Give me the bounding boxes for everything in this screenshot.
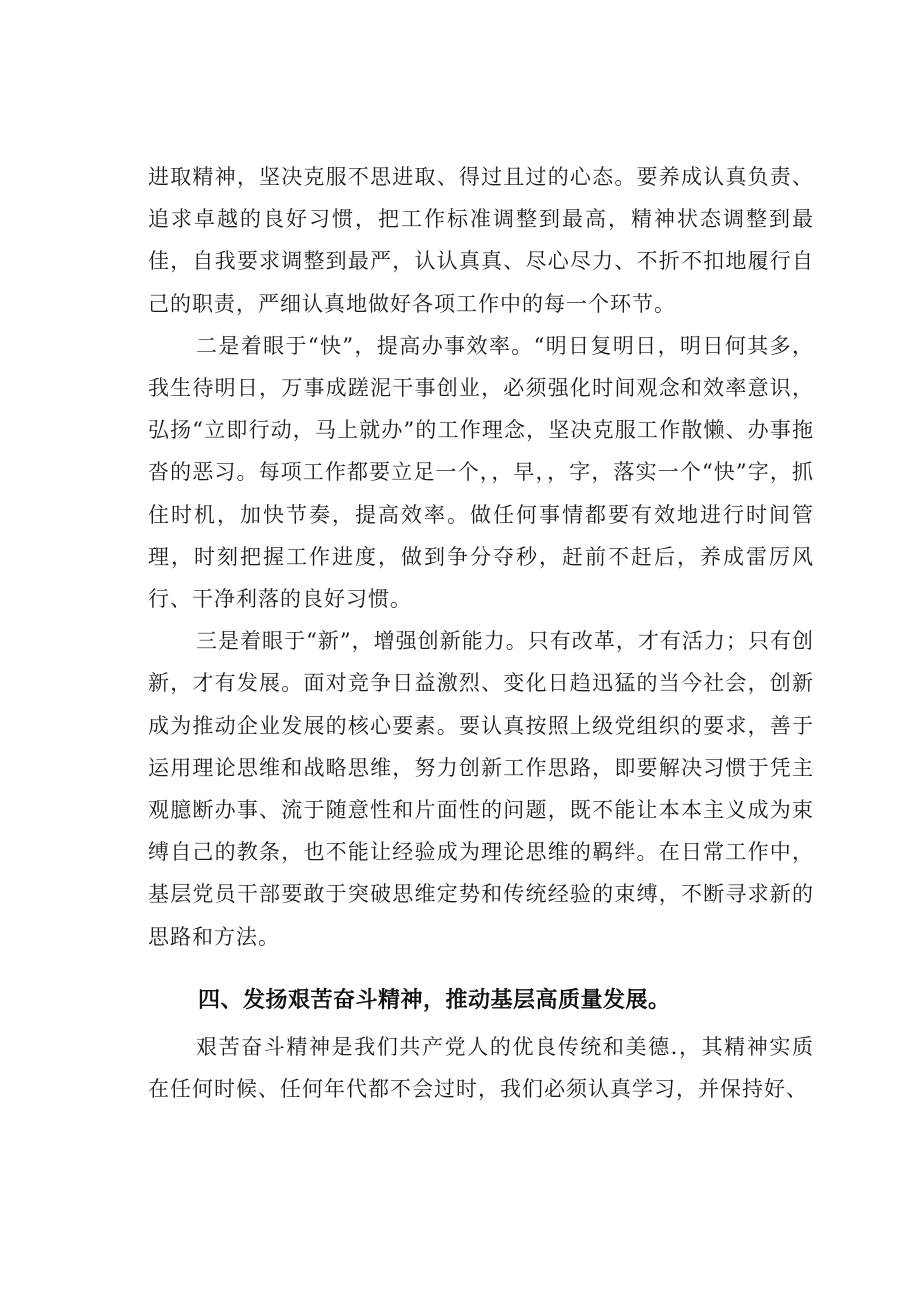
paragraph-hard-work: 艰苦奋斗精神是我们共产党人的优良传统和美德.，其精神实质在任何时候、任何年代都不会过时，我们必须认真学习，并保持好、 [148,1035,814,1102]
paragraph-speed: 二是着眼于“快”，提高办事效率。“明日复明日，明日何其多，我生待明日，万事成蹉泥干事创业，必须强化时间观念和效率意识，弘扬“立即行动，马上就办”的工作理念，坚决克服工作散懒、办事拖沓的恶习。每项工作都要立足一个，，早，，字，落实一个“快”字，抓住时机，加快节奏，提高效率。做任何事情都要有效地进行时间管理，时刻把握工作进度，做到争分夺秒，赶前不赶后，养成雷厉风行、干净利落的良好习惯。 [148,333,814,612]
body-text-upper [148,156,814,958]
section-heading-four: 四、发扬艰苦奋斗精神，推动基层高质量发展。 [198,988,671,1013]
paragraph-continuation: 进取精神，坚决克服不思进取、得过且过的心态。要养成认真负责、追求卓越的良好习惯，把工作标准调整到最高，精神状态调整到最佳，自我要求调整到最严，认认真真、尽心尽力、不折不扣地履行自己的职责，严细认真地做好各项工作中的每一个环节。 [148,165,814,316]
body-text-lower [148,1026,814,1110]
paragraph-innovation: 三是着眼于“新”，增强创新能力。只有改革，才有活力；只有创新，才有发展。面对竞争日益激烈、变化日趋迅猛的当今社会，创新成为推动企业发展的核心要素。要认真按照上级党组织的要求，善于运用理论思维和战略思维，努力创新工作思路，即要解决习惯于凭主观臆断办事、流于随意性和片面性的问题，既不能让本本主义成为束缚自己的教条，也不能让经验成为理论思维的羁绊。在日常工作中，基层党员干部要敢于突破思维定势和传统经验的束缚，不断寻求新的思路和方法。 [148,629,814,949]
